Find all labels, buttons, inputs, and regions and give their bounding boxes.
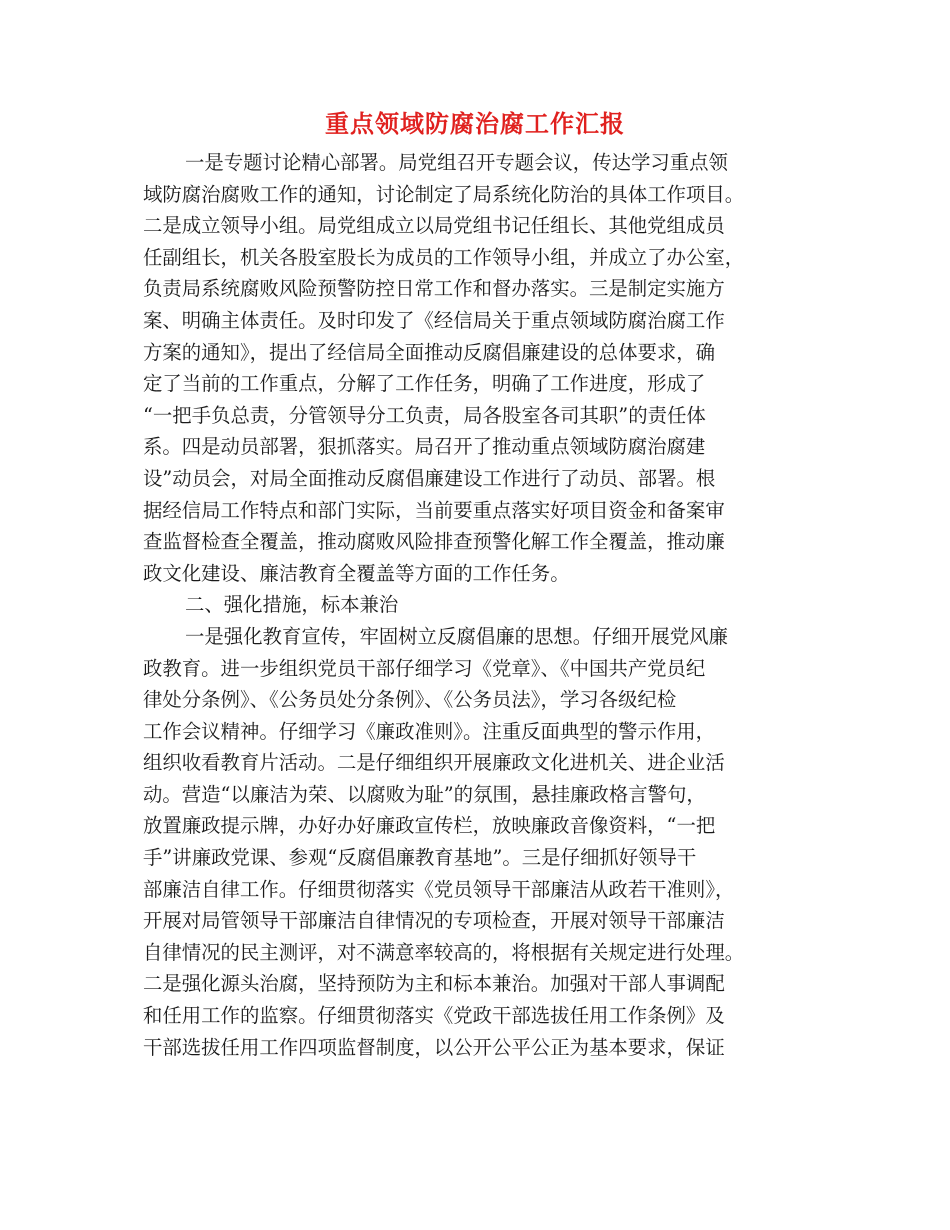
body-line: 一是专题讨论精心部署。局党组召开专题会议，传达学习重点领 (185, 151, 728, 174)
body-line: 政教育。进一步组织党员干部仔细学习《党章》、《中国共产党员纪 (143, 656, 706, 680)
body-line: 开展对局管领导干部廉洁自律情况的专项检查，开展对领导干部廉洁 (143, 909, 725, 933)
body-line: 一是强化教育宣传，牢固树立反腐倡廉的思想。仔细开展党风廉 (185, 624, 728, 648)
body-line: 动。营造“以廉洁为荣、以腐败为耻”的氛围，悬挂廉政格言警句， (143, 782, 706, 806)
body-line: 放置廉政提示牌，办好办好廉政宣传栏，放映廉政音像资料，“一把 (143, 814, 716, 838)
body-line: 设”动员会，对局全面推动反腐倡廉建设工作进行了动员、部署。根 (143, 466, 716, 490)
body-line: “一把手负总责，分管领导分工负责，局各股室各司其职”的责任体 (143, 403, 706, 427)
body-line: 自律情况的民主测评，对不满意率较高的，将根据有关规定进行处理。 (143, 940, 745, 964)
body-line: 负责局系统腐败风险预警防控日常工作和督办落实。三是制定实施方 (143, 277, 725, 301)
body-line: 律处分条例》、《公务员处分条例》、《公务员法》，学习各级纪检 (143, 688, 677, 712)
document-title: 重点领域防腐治腐工作汇报 (325, 109, 625, 138)
body-line: 方案的通知》，提出了经信局全面推动反腐倡廉建设的总体要求，确 (143, 340, 716, 364)
body-line: 政文化建设、廉洁教育全覆盖等方面的工作任务。 (143, 561, 570, 585)
body-line: 定了当前的工作重点，分解了工作任务，明确了工作进度，形成了 (143, 372, 706, 396)
body-line: 工作会议精神。仔细学习《廉政准则》。注重反面典型的警示作用， (143, 719, 716, 743)
body-line: 手”讲廉政党课、参观“反腐倡廉教育基地”。三是仔细抓好领导干 (143, 846, 697, 870)
body-line: 组织收看教育片活动。二是仔细组织开展廉政文化进机关、进企业活 (143, 751, 725, 775)
body-line: 部廉洁自律工作。仔细贯彻落实《党员领导干部廉洁从政若干准则》， (143, 877, 735, 901)
body-line: 任副组长，机关各股室股长为成员的工作领导小组，并成立了办公室， (143, 245, 745, 269)
body-line: 二是成立领导小组。局党组成立以局党组书记任组长、其他党组成员 (143, 214, 725, 238)
body-line: 二是强化源头治腐，坚持预防为主和标本兼治。加强对干部人事调配 (143, 972, 725, 996)
body-line: 二、强化措施，标本兼治 (185, 593, 399, 617)
document-body (143, 147, 813, 1063)
body-line: 系。四是动员部署，狠抓落实。局召开了推动重点领域防腐治腐建 (143, 435, 706, 459)
body-line: 域防腐治腐败工作的通知，讨论制定了局系统化防治的具体工作项目。 (143, 182, 745, 206)
body-line: 据经信局工作特点和部门实际，当前要重点落实好项目资金和备案审 (143, 498, 725, 522)
body-line: 和任用工作的监察。仔细贯彻落实《党政干部选拔任用工作条例》及 (143, 1004, 725, 1028)
body-line: 干部选拔任用工作四项监督制度，以公开公平公正为基本要求，保证 (143, 1035, 725, 1059)
body-line: 查监督检查全覆盖，推动腐败风险排查预警化解工作全覆盖，推动廉 (143, 530, 725, 554)
body-line: 案、明确主体责任。及时印发了《经信局关于重点领域防腐治腐工作 (143, 308, 725, 332)
